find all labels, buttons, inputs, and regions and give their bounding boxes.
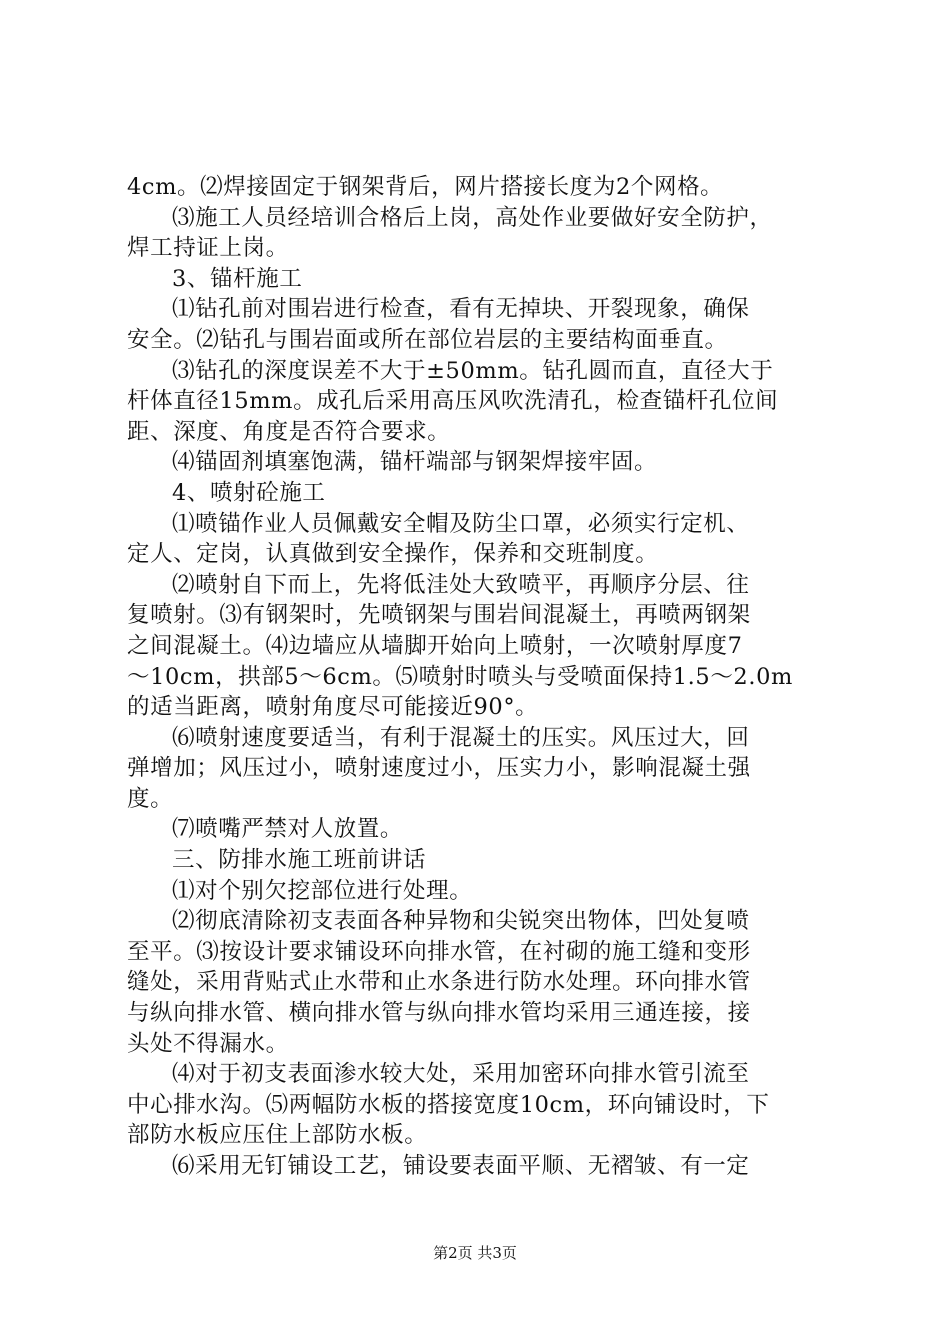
text-line: 焊工持证上岗。 <box>127 235 289 262</box>
text-line: ⑵彻底清除初支表面各种异物和尖锐突出物体，凹处复喷 <box>172 908 750 935</box>
text-line: 4、喷射砼施工 <box>172 479 326 506</box>
text-line: ⑶钻孔的深度误差不大于±50mm。钻孔圆而直，直径大于 <box>172 357 774 384</box>
text-line: ⑴喷锚作业人员佩戴安全帽及防尘口罩，必须实行定机、 <box>172 510 750 537</box>
document-body <box>127 172 837 1182</box>
text-line: 三、防排水施工班前讲话 <box>172 847 427 874</box>
text-line: 安全。⑵钻孔与围岩面或所在部位岩层的主要结构面垂直。 <box>127 326 728 353</box>
text-line: ⑷锚固剂填塞饱满，锚杆端部与钢架焊接牢固。 <box>172 449 658 476</box>
text-line: ⑷对于初支表面渗水较大处，采用加密环向排水管引流至 <box>172 1061 750 1088</box>
text-line: 与纵向排水管、横向排水管与纵向排水管均采用三通连接，接 <box>127 1000 751 1027</box>
page-footer <box>0 1243 950 1263</box>
text-line: 头处不得漏水。 <box>127 1030 289 1057</box>
text-line: ⑹喷射速度要适当，有利于混凝土的压实。风压过大，回 <box>172 724 750 751</box>
text-line: 定人、定岗，认真做到安全操作，保养和交班制度。 <box>127 541 659 568</box>
text-line: 中心排水沟。⑸两幅防水板的搭接宽度10cm，环向铺设时，下 <box>127 1091 770 1118</box>
text-line: 距、深度、角度是否符合要求。 <box>127 418 451 445</box>
text-line: 3、锚杆施工 <box>172 265 303 292</box>
text-line: 之间混凝土。⑷边墙应从墙脚开始向上喷射，一次喷射厚度7 <box>127 632 743 659</box>
text-line: ⑺喷嘴严禁对人放置。 <box>172 816 404 843</box>
text-line: 部防水板应压住上部防水板。 <box>127 1122 428 1149</box>
text-line: 至平。⑶按设计要求铺设环向排水管，在衬砌的施工缝和变形 <box>127 938 751 965</box>
text-line: ⑹采用无钉铺设工艺，铺设要表面平顺、无褶皱、有一定 <box>172 1153 750 1179</box>
text-line: ⑶施工人员经培训合格后上岗，高处作业要做好安全防护， <box>172 204 773 231</box>
page-number-label: 第2页 共3页 <box>433 1244 517 1262</box>
text-line: ⑴钻孔前对围岩进行检查，看有无掉块、开裂现象，确保 <box>172 296 750 323</box>
text-line: 复喷射。⑶有钢架时，先喷钢架与围岩间混凝土，再喷两钢架 <box>127 602 751 629</box>
text-line: ⑵喷射自下而上，先将低洼处大致喷平，再顺序分层、往 <box>172 571 750 598</box>
text-line: ⑴对个别欠挖部位进行处理。 <box>172 877 473 904</box>
text-line: 杆体直径15mm。成孔后采用高压风吹洗清孔，检查锚杆孔位间 <box>127 388 779 415</box>
text-line: 弹增加；风压过小，喷射速度过小，压实力小，影响混凝土强 <box>127 755 751 782</box>
text-line: 4cm。⑵焊接固定于钢架背后，网片搭接长度为2个网格。 <box>127 174 724 200</box>
text-line: 的适当距离，喷射角度尽可能接近90°。 <box>127 694 539 721</box>
text-line: ～10cm，拱部5～6cm。⑸喷射时喷头与受喷面保持1.5～2.0m <box>127 663 793 690</box>
text-line: 度。 <box>127 785 174 812</box>
text-line: 缝处，采用背贴式止水带和止水条进行防水处理。环向排水管 <box>127 969 751 996</box>
